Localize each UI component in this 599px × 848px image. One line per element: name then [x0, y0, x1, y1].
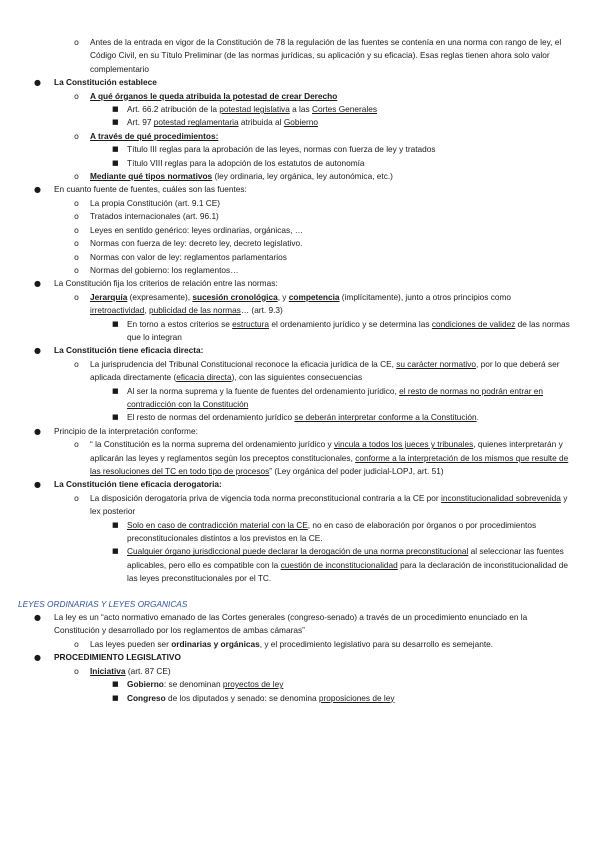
text-segment: Art. 66.2 atribución de la: [127, 104, 220, 115]
text-segment: Iniciativa: [90, 665, 126, 676]
list-item: [0, 665, 599, 678]
text-segment: La Constitución tiene eficacia derogatoria:: [54, 479, 222, 490]
text-segment: El resto de normas del ordenamiento jurídico: [127, 412, 295, 423]
text-segment: A qué órganos le queda atribuida la potestad de crear Derecho: [90, 90, 338, 101]
text-segment: al seleccionar las fuentes aplicables, pero ello es compatible con la: [127, 546, 564, 570]
text-segment: vincula a todos los jueces y tribunales: [333, 439, 474, 450]
circle-bullet-icon: o: [74, 38, 79, 47]
text-segment: eficacia directa: [176, 372, 232, 383]
list-item: [0, 170, 599, 183]
text-segment: Congreso: [127, 692, 166, 703]
text-segment: Antes de la entrada en vigor de la Constitución de 78 la regulación de las fuentes se contenía en una norma con rango de ley, el Código Civil, en su Título Preliminar (de las normas jurídicas, su aplicación y su eficacia). Esas reglas tienen ahora solo valor complementario: [90, 37, 562, 74]
list-item: [0, 519, 599, 546]
text-segment: La Constitución fija los criterios de relación entre las normas:: [54, 278, 278, 289]
list-item: [0, 224, 599, 237]
text-segment: Leyes en sentido genérico: leyes ordinarias, orgánicas, …: [90, 224, 304, 235]
list-item: [0, 318, 599, 345]
circle-bullet-icon: o: [74, 359, 79, 369]
list-item: [0, 130, 599, 143]
list-item: [0, 197, 599, 210]
circle-bullet-icon: o: [74, 225, 79, 235]
text-segment: atribuida al: [238, 117, 284, 128]
list-item: [0, 251, 599, 264]
text-segment: para la declaración de inconstitucionalidad de las leyes preconstitucionales por el TC.: [127, 559, 568, 584]
text-segment: ,: [144, 305, 150, 316]
square-bullet-icon: ■: [112, 386, 119, 395]
text-segment: Tratados internacionales (art. 96.1): [90, 211, 219, 222]
disc-bullet-icon: ●: [34, 78, 41, 88]
text-segment: ” (Ley orgánica del poder judicial-LOPJ, art. 51): [269, 466, 444, 476]
circle-bullet-icon: o: [74, 666, 79, 676]
square-bullet-icon: ■: [112, 547, 119, 556]
text-segment: de los diputados y senado: se denomina: [165, 692, 319, 703]
text-segment: La ley es un “acto normativo emanado de las Cortes generales (congreso-senado) a través de un procedimiento enunciado en la Constitución y desarrollado por los reglamentos de ambas cámaras”: [54, 612, 528, 636]
text-segment: Cortes Generales: [311, 104, 377, 115]
square-bullet-icon: ■: [112, 145, 119, 154]
list-item: [0, 438, 599, 478]
text-segment: La Constitución tiene eficacia directa:: [54, 345, 204, 356]
text-segment: Gobierno: [283, 117, 318, 128]
list-item: [0, 545, 599, 585]
circle-bullet-icon: o: [74, 172, 79, 182]
text-segment: estructura: [232, 318, 270, 329]
square-bullet-icon: ■: [112, 319, 119, 328]
text-segment: (ley ordinaria, ley orgánica, ley autonómica, etc.): [212, 171, 393, 182]
disc-bullet-icon: ●: [34, 185, 41, 195]
text-segment: Las leyes pueden ser: [90, 638, 172, 649]
circle-bullet-icon: o: [74, 131, 79, 141]
text-segment: condiciones de validez: [431, 318, 516, 329]
text-segment: Normas con valor de ley: reglamentos parlamentarios: [90, 251, 287, 262]
text-segment: Título III reglas para la aprobación de las leyes, normas con fuerza de ley y tratados: [127, 144, 436, 155]
square-bullet-icon: ■: [112, 693, 119, 702]
disc-bullet-icon: ●: [34, 653, 41, 663]
text-segment: ordinarias y orgánicas: [171, 638, 260, 649]
list-item: [0, 90, 599, 103]
list-item: [0, 277, 599, 290]
text-segment: LEYES ORDINARIAS Y LEYES ORGANICAS: [18, 598, 188, 609]
text-segment: La Constitución establece: [54, 77, 157, 88]
text-segment: potestad legislativa: [219, 104, 290, 115]
text-segment: se deberán interpretar conforme a la Constitución: [294, 412, 477, 423]
text-segment: , y: [277, 291, 289, 302]
square-bullet-icon: ■: [112, 158, 119, 167]
text-segment: Título VIII reglas para la adopción de los estatutos de autonomía: [127, 157, 365, 168]
disc-bullet-icon: ●: [34, 613, 41, 623]
text-segment: publicidad de las normas: [149, 305, 241, 316]
list-item: [0, 143, 599, 156]
disc-bullet-icon: ●: [34, 480, 41, 490]
text-segment: Art. 97: [127, 117, 154, 128]
list-item: [0, 678, 599, 691]
text-segment: (art. 87 CE): [125, 665, 171, 676]
square-bullet-icon: ■: [112, 105, 119, 114]
circle-bullet-icon: o: [74, 198, 79, 208]
text-segment: (implícitamente), junto a otros principios como: [339, 291, 512, 302]
text-segment: A través de qué procedimientos:: [90, 130, 219, 141]
circle-bullet-icon: o: [74, 639, 79, 649]
text-segment: (expresamente),: [127, 291, 193, 302]
circle-bullet-icon: o: [74, 493, 79, 503]
circle-bullet-icon: o: [74, 440, 79, 450]
text-segment: cuestión de inconstitucionalidad: [280, 559, 398, 570]
square-bullet-icon: ■: [112, 520, 119, 529]
text-segment: … (art. 9.3): [240, 305, 283, 316]
list-item: [0, 344, 599, 357]
text-segment: proyectos de ley: [222, 679, 284, 690]
list-item: [0, 116, 599, 129]
list-item: [0, 157, 599, 170]
text-segment: Jerarquía: [90, 291, 128, 302]
text-segment: sucesión cronológica: [192, 291, 278, 302]
disc-bullet-icon: ●: [34, 346, 41, 356]
text-segment: ), con las siguientes consecuencias: [231, 372, 363, 383]
list-item: [0, 76, 599, 89]
text-segment: potestad reglamentaria: [153, 117, 239, 128]
text-segment: “ la Constitución es la norma suprema del ordenamiento jurídico y: [90, 439, 334, 450]
text-segment: irretroactividad: [90, 305, 145, 316]
text-segment: competencia: [288, 291, 340, 302]
circle-bullet-icon: o: [74, 239, 79, 249]
square-bullet-icon: ■: [112, 680, 119, 689]
disc-bullet-icon: ●: [34, 426, 41, 436]
text-segment: su carácter normativo: [396, 358, 477, 369]
list-item: [0, 103, 599, 116]
text-segment: inconstitucionalidad sobrevenida: [440, 492, 561, 503]
text-segment: y lex posterior: [90, 492, 568, 517]
list-item: [0, 638, 599, 651]
text-segment: , y el procedimiento legislativo para su desarrollo es semejante.: [259, 638, 494, 649]
list-item: [0, 183, 599, 196]
text-segment: Al ser la norma suprema y la fuente de fuentes del ordenamiento jurídico,: [127, 385, 400, 396]
document-page: [0, 36, 599, 705]
text-segment: de las normas que lo integran: [127, 318, 570, 342]
list-item: [0, 692, 599, 705]
text-segment: Gobierno: [127, 679, 164, 690]
text-segment: La propia Constitución (art. 9.1 CE): [90, 197, 221, 208]
text-segment: conforme a la interpretación de los mismos que resulte de las resoluciones del TC en todo tipo de procesos: [90, 452, 569, 476]
text-segment: En torno a estos criterios se: [127, 318, 233, 329]
circle-bullet-icon: o: [74, 212, 79, 222]
list-item: [0, 291, 599, 318]
square-bullet-icon: ■: [112, 118, 119, 127]
square-bullet-icon: ■: [112, 413, 119, 422]
list-item: [0, 358, 599, 385]
text-segment: , por lo que deberá ser aplicada directamente (: [90, 358, 560, 383]
text-segment: Principio de la interpretación conforme:: [54, 425, 198, 436]
list-item: [0, 651, 599, 664]
list-item: [0, 36, 599, 76]
list-item: [0, 425, 599, 438]
list-item: [0, 478, 599, 491]
text-segment: Solo en caso de contradicción material con la CE: [127, 519, 308, 530]
text-segment: Mediante qué tipos normativos: [90, 171, 213, 182]
text-segment: En cuanto fuente de fuentes, cuáles son las fuentes:: [54, 184, 247, 195]
text-segment: La jurisprudencia del Tribunal Constitucional reconoce la eficacia jurídica de la CE,: [90, 358, 397, 369]
list-item: [0, 210, 599, 223]
list-item: [0, 411, 599, 424]
list-item: [0, 385, 599, 412]
text-segment: proposiciones de ley: [318, 692, 395, 703]
list-item: [0, 611, 599, 638]
text-segment: , no en caso de elaboración por órganos o por procedimientos preconstitucionales distintos a los previstos en la CE.: [127, 519, 537, 544]
text-segment: PROCEDIMIENTO LEGISLATIVO: [54, 652, 181, 663]
text-segment: el ordenamiento jurídico y se determina las: [269, 318, 432, 329]
list-item: [0, 492, 599, 519]
list-item: [0, 237, 599, 250]
text-segment: el resto de normas no podrán entrar en contradicción con la Constitución: [127, 385, 544, 409]
text-segment: La disposición derogatoria priva de vigencia toda norma preconstitucional contraria a la CE por: [90, 492, 441, 503]
circle-bullet-icon: o: [74, 292, 79, 302]
text-segment: .: [476, 412, 479, 423]
section-heading: [18, 598, 599, 611]
disc-bullet-icon: ●: [34, 279, 41, 289]
circle-bullet-icon: o: [74, 252, 79, 262]
text-segment: : se denominan: [163, 679, 223, 690]
text-segment: Normas con fuerza de ley: decreto ley, decreto legislativo.: [90, 238, 303, 249]
list-item: [0, 264, 599, 277]
text-segment: a las: [289, 104, 312, 115]
circle-bullet-icon: o: [74, 91, 79, 101]
circle-bullet-icon: o: [74, 265, 79, 275]
text-segment: Normas del gobierno: los reglamentos…: [90, 264, 239, 275]
text-segment: , quienes interpretarán y aplicarán las leyes y reglamentos según los preceptos constitucionales,: [90, 439, 563, 463]
text-segment: Cualquier órgano jurisdiccional puede declarar la derogación de una norma preconstitucional: [127, 546, 469, 557]
